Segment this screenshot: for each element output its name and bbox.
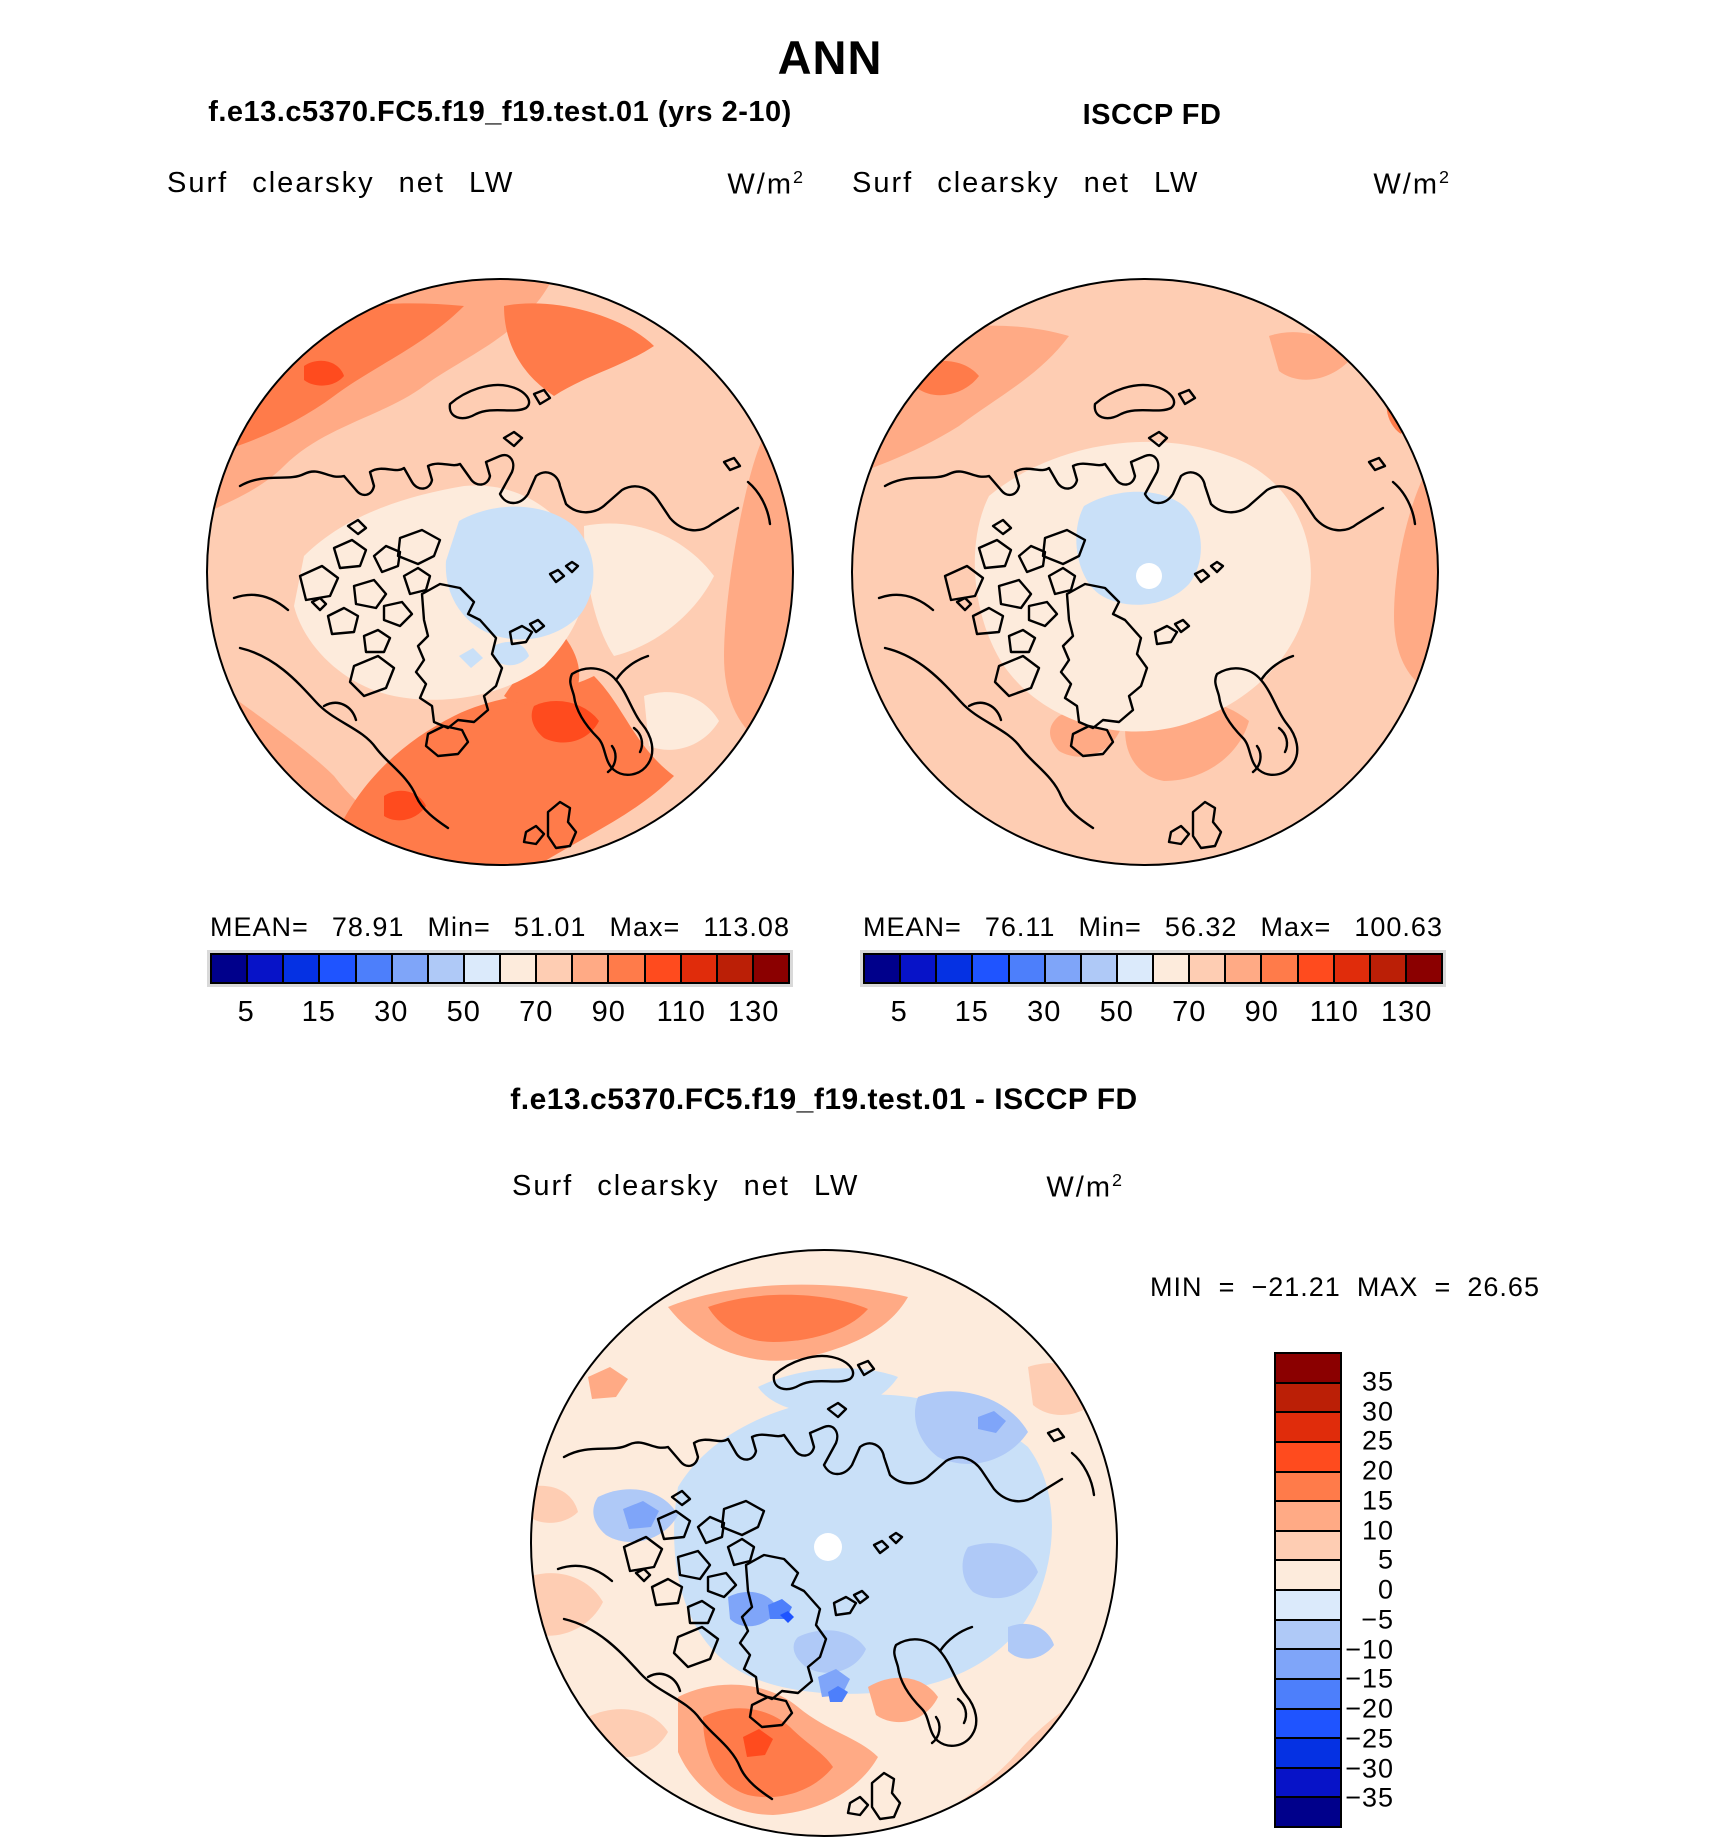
model-panel-title: f.e13.c5370.FC5.f19_f19.test.01 (yrs 2-10)	[208, 96, 792, 128]
colorbar-cell	[1371, 955, 1407, 982]
colorbar-tick-label: −5	[1361, 1604, 1394, 1635]
colorbar-tick-label: 30	[1361, 1396, 1394, 1426]
colorbar-tick-label: −25	[1345, 1723, 1394, 1754]
colorbar-tick-label: 70	[519, 996, 554, 1028]
obs-variable-label: Surf clearsky net LW	[852, 167, 1200, 199]
colorbar-tick-label: 15	[301, 996, 336, 1028]
obs-colorbar	[863, 953, 1443, 984]
colorbar-cell	[754, 955, 788, 982]
diff-variable-label: Surf clearsky net LW	[512, 1170, 860, 1202]
colorbar-tick-label: 50	[446, 996, 481, 1028]
colorbar-tick-label: −15	[1345, 1663, 1394, 1694]
colorbar-tick-label: −30	[1345, 1753, 1394, 1783]
colorbar-cell	[865, 955, 901, 982]
model-max-value: 113.08	[703, 912, 790, 942]
colorbar-cell	[1046, 955, 1082, 982]
colorbar-tick-label: 90	[1244, 996, 1279, 1028]
colorbar-tick-label: 5	[1377, 1544, 1394, 1575]
obs-panel-title: ISCCP FD	[1082, 99, 1222, 131]
diff-units-label	[1046, 1170, 1122, 1205]
colorbar-tick-label: 0	[1377, 1574, 1394, 1605]
colorbar-cell	[1299, 955, 1335, 982]
obs-stats-row	[863, 912, 1443, 943]
colorbar-cell	[1335, 955, 1371, 982]
colorbar-tick-label: 110	[656, 996, 706, 1028]
colorbar-tick-label: 30	[374, 996, 409, 1028]
model-variable-label: Surf clearsky net LW	[167, 167, 515, 199]
colorbar-cell	[248, 955, 284, 982]
obs-mean-value: 76.11	[984, 912, 1056, 942]
obs-max-value: 100.63	[1354, 912, 1443, 942]
obs-colorbar-ticks	[863, 996, 1443, 1030]
colorbar-tick-label: 25	[1361, 1425, 1394, 1456]
colorbar-cell	[609, 955, 645, 982]
model-mean-label: MEAN=	[210, 912, 309, 942]
colorbar-cell	[973, 955, 1009, 982]
colorbar-tick-label: −10	[1345, 1634, 1394, 1664]
colorbar-cell	[393, 955, 429, 982]
colorbar-cell	[357, 955, 393, 982]
colorbar-tick-label: 130	[1381, 996, 1433, 1028]
model-max-label: Max=	[609, 912, 681, 942]
pole-gap-dot	[814, 1533, 842, 1561]
colorbar-cell	[573, 955, 609, 982]
colorbar-tick-label: 15	[954, 996, 989, 1028]
obs-units-label	[1373, 167, 1449, 202]
model-units-label	[727, 167, 803, 202]
colorbar-cell	[320, 955, 356, 982]
colorbar-tick-label: 130	[728, 996, 780, 1028]
colorbar-cell	[1118, 955, 1154, 982]
model-colorbar-ticks	[210, 996, 790, 1030]
colorbar-cell	[537, 955, 573, 982]
obs-max-label: Max=	[1260, 912, 1332, 942]
colorbar-tick-label: 20	[1361, 1455, 1394, 1486]
diff-panel-title: f.e13.c5370.FC5.f19_f19.test.01 - ISCCP FD	[510, 1083, 1138, 1116]
colorbar-cell	[682, 955, 718, 982]
colorbar-cell	[1082, 955, 1118, 982]
colorbar-tick-label: 50	[1099, 996, 1134, 1028]
colorbar-tick-label: 30	[1027, 996, 1062, 1028]
colorbar-cell	[646, 955, 682, 982]
colorbar-tick-label: 110	[1309, 996, 1359, 1028]
obs-map	[849, 276, 1441, 868]
colorbar-cell	[1262, 955, 1298, 982]
colorbar-cell	[465, 955, 501, 982]
diff-min-label: MIN	[1150, 1272, 1203, 1302]
diff-units-exp: 2	[1112, 1170, 1122, 1190]
colorbar-cell	[1407, 955, 1441, 982]
colorbar-cell	[501, 955, 537, 982]
model-min-value: 51.01	[513, 912, 587, 942]
diff-max-equals: =	[1434, 1272, 1452, 1302]
colorbar-tick-label: 5	[237, 996, 255, 1028]
obs-min-label: Min=	[1078, 912, 1142, 942]
obs-units-exp: 2	[1439, 167, 1449, 187]
colorbar-cell	[429, 955, 465, 982]
diff-max-label: MAX	[1356, 1272, 1419, 1302]
obs-units-base: W/m	[1373, 168, 1439, 201]
difference-map	[528, 1247, 1120, 1839]
figure-title: ANN	[777, 31, 883, 84]
diff-min-value: −21.21	[1251, 1272, 1341, 1302]
colorbar-cell	[1226, 955, 1262, 982]
colorbar-tick-label: 35	[1361, 1366, 1394, 1397]
diff-units-base: W/m	[1046, 1171, 1112, 1204]
colorbar-tick-label: −35	[1345, 1782, 1394, 1813]
colorbar-cell	[284, 955, 320, 982]
colorbar-tick-label: 90	[591, 996, 626, 1028]
colorbar-cell	[1010, 955, 1046, 982]
model-colorbar	[210, 953, 790, 984]
model-units-base: W/m	[727, 168, 793, 201]
colorbar-tick-label: 15	[1361, 1485, 1394, 1516]
model-map	[204, 276, 796, 868]
colorbar-tick-label: 70	[1172, 996, 1207, 1028]
colorbar-cell	[718, 955, 754, 982]
colorbar-cell	[212, 955, 248, 982]
obs-mean-label: MEAN=	[863, 912, 962, 942]
colorbar-cell	[1190, 955, 1226, 982]
colorbar-tick-label: 10	[1361, 1515, 1394, 1545]
diff-max-value: 26.65	[1467, 1272, 1540, 1302]
colorbar-tick-label: 5	[890, 996, 908, 1028]
pole-gap-dot	[1136, 563, 1162, 589]
diff-colorbar-ticks	[1274, 1352, 1394, 1828]
diff-min-equals: =	[1218, 1272, 1236, 1302]
model-stats-row	[210, 912, 790, 943]
colorbar-cell	[901, 955, 937, 982]
colorbar-cell	[937, 955, 973, 982]
colorbar-cell	[1154, 955, 1190, 982]
diff-minmax-row	[1150, 1272, 1540, 1303]
obs-min-value: 56.32	[1164, 912, 1238, 942]
model-mean-value: 78.91	[331, 912, 405, 942]
colorbar-tick-label: −20	[1345, 1693, 1394, 1724]
model-min-label: Min=	[427, 912, 491, 942]
model-units-exp: 2	[793, 167, 803, 187]
